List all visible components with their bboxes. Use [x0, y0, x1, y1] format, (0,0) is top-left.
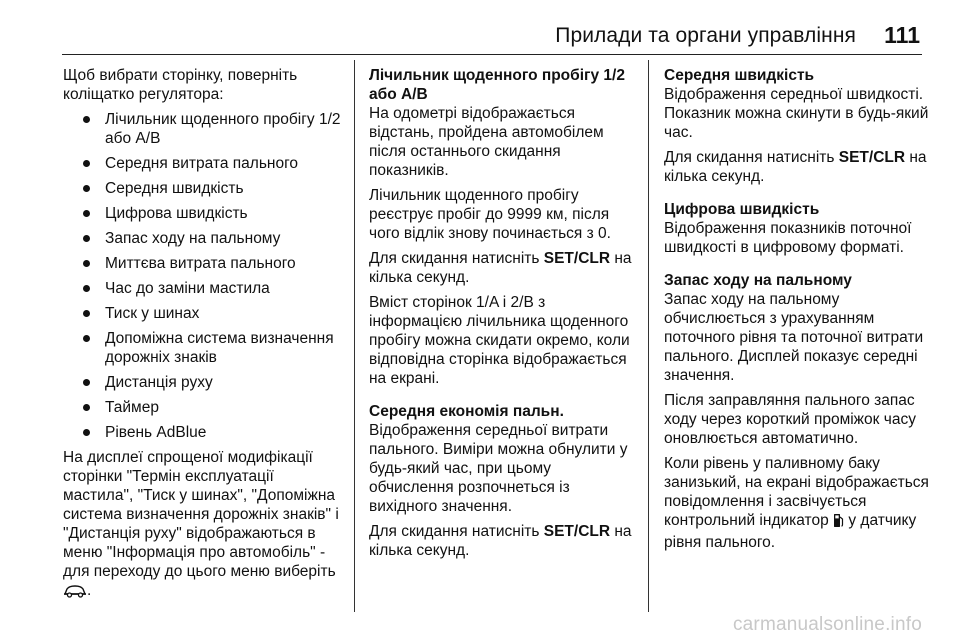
bullet: [83, 429, 90, 436]
column-divider-1: [354, 60, 355, 612]
paragraph: Для скидання натисніть SET/CLR на кілька секунд.: [369, 523, 632, 559]
paragraph: Лічильник щоденного пробігу реєструє пробіг до 9999 км, після чого відлік знову починається з 0.: [369, 187, 611, 242]
paragraph: Відображення середньої швидкості. Показник можна скинути в будь-який час.: [664, 86, 929, 141]
header-rule: [62, 54, 922, 55]
list-item: Цифрова швидкість: [63, 204, 345, 223]
column-divider-2: [648, 60, 649, 612]
section-title-avg-speed: Середня швидкість: [664, 67, 815, 84]
key-label: SET/CLR: [543, 250, 611, 267]
paragraph: Для скидання натисніть SET/CLR на кілька секунд.: [369, 250, 632, 286]
list-item: Миттєва витрата пального: [63, 254, 345, 273]
list-item: Запас ходу на пальному: [63, 229, 345, 248]
bullet: [83, 404, 90, 411]
intro-text: Щоб вибрати сторінку, поверніть коліщатко регулятора:: [63, 67, 298, 103]
list-item: Таймер: [63, 398, 345, 417]
list-item: Час до заміни мастила: [63, 279, 345, 298]
paragraph: Коли рівень у паливному баку занизький, на екрані відображається повідомлення і засвічується контрольний індикатор у датчику рівня пального.: [664, 455, 929, 551]
bullet: [83, 210, 90, 217]
paragraph: Відображення показників поточної швидкості в цифровому форматі.: [664, 220, 912, 256]
section-title-trip-odometer: Лічильник щоденного пробігу 1/2 або A/B: [369, 67, 625, 103]
page-number: 111: [884, 22, 920, 48]
paragraph: Для скидання натисніть SET/CLR на кілька секунд.: [664, 149, 927, 185]
bullet: [83, 235, 90, 242]
bullet: [83, 116, 90, 123]
bullet: [83, 185, 90, 192]
watermark: carmanualsonline.info: [732, 614, 922, 635]
paragraph: Вміст сторінок 1/A і 2/B з інформацією лічильника щоденного пробігу можна скидати окремо, коли відповідна сторінка відображається на екрані.: [369, 294, 630, 387]
page-title: Прилади та органи управління: [555, 24, 856, 47]
bullet: [83, 310, 90, 317]
list-item: Допоміжна система визначення дорожніх знаків: [63, 329, 345, 367]
paragraph: Після заправляння пального запас ходу через короткий проміжок часу оновлюється автоматично.: [664, 392, 916, 447]
outro-text: На дисплеї спрощеної модифікації сторінки "Термін експлуатації мастила", "Тиск у шинах", "Допоміжна система визначення дорожніх знаків" і "Дистанція руху" відображаються в меню "Інформація про автомобіль" - для переходу до цього меню виберіть .: [63, 448, 345, 603]
list-item: Дистанція руху: [63, 373, 345, 392]
section-title-digital-speed: Цифрова швидкість: [664, 201, 820, 218]
paragraph: Запас ходу на пальному обчислюється з урахуванням поточного рівня та поточної витрати пального. Дисплей показує середні значення.: [664, 291, 924, 384]
list-item: Тиск у шинах: [63, 304, 345, 323]
section-title-range: Запас ходу на пальному: [664, 272, 852, 289]
list-item: Середня витрата пального: [63, 154, 345, 173]
column-1: [63, 66, 345, 609]
bullet: [83, 379, 90, 386]
column-3: [664, 66, 932, 558]
list-item: Лічильник щоденного пробігу 1/2 або A/B: [63, 110, 345, 148]
page-header: [0, 0, 960, 60]
list-item: Рівень AdBlue: [63, 423, 345, 442]
bullet: [83, 160, 90, 167]
section-title-avg-fuel: Середня економія пальн.: [369, 403, 564, 420]
fuel-pump-icon: [833, 513, 844, 533]
list-item: Середня швидкість: [63, 179, 345, 198]
key-label: SET/CLR: [543, 523, 611, 540]
paragraph: Відображення середньої витрати пального. Виміри можна обнулити у будь-який час, при цьому обчислення розпочнеться із вихідного значення.: [369, 422, 628, 515]
paragraph: На одометрі відображається відстань, пройдена автомобілем після останнього скидання показників.: [369, 105, 604, 179]
bullet: [83, 260, 90, 267]
bullet: [83, 335, 90, 342]
page-list: [63, 110, 345, 442]
key-label: SET/CLR: [838, 149, 906, 166]
bullet: [83, 285, 90, 292]
column-2: [369, 66, 635, 566]
car-icon: [63, 584, 87, 603]
